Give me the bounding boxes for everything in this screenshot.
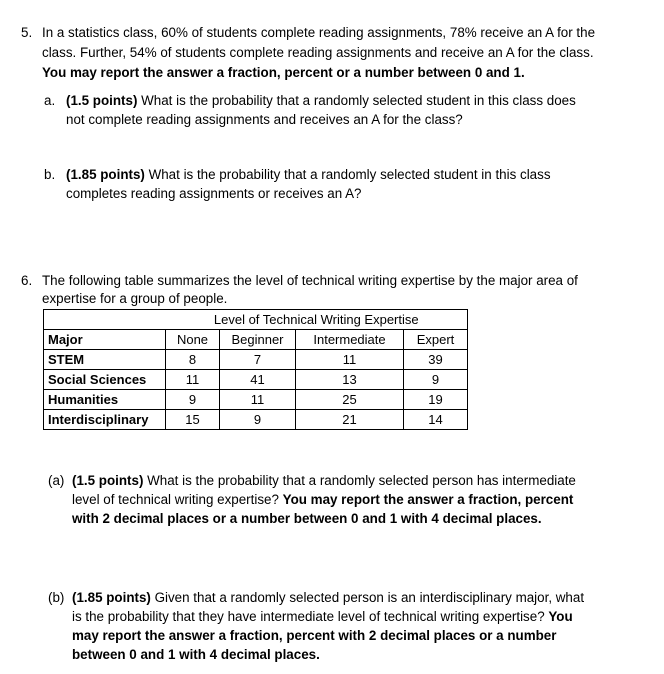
q6-text-line2: expertise for a group of people.	[42, 291, 228, 306]
table-cell: 7	[220, 350, 296, 370]
q6-number: 6.	[21, 273, 33, 288]
table-cell: 39	[404, 350, 468, 370]
q5b-label: b.	[44, 167, 56, 182]
table-header-row	[44, 330, 468, 350]
q5a-label: a.	[44, 93, 56, 108]
column-header-beginner: Beginner	[220, 330, 296, 350]
q5-text-line1: In a statistics class, 60% of students complete reading assignments, 78% receive an A for the	[42, 25, 596, 40]
q5a-points: (1.5 points)	[66, 93, 138, 108]
table-cell: 9	[404, 370, 468, 390]
table-cell: 41	[220, 370, 296, 390]
table-cell: 15	[166, 410, 220, 430]
q5b-points: (1.85 points)	[66, 167, 145, 182]
q5a-text-line1: (1.5 points) What is the probability that a randomly selected student in this class does	[66, 93, 576, 108]
column-header-expert: Expert	[404, 330, 468, 350]
row-label: STEM	[44, 350, 166, 370]
table-cell: 11	[220, 390, 296, 410]
q5a-text-line2: not complete reading assignments and receives an A for the class?	[66, 112, 463, 127]
q6b-text-line1: (1.85 points) Given that a randomly selected person is an interdisciplinary major, what	[72, 590, 585, 605]
table-cell: 19	[404, 390, 468, 410]
q5b-text-line1: (1.85 points) What is the probability that a randomly selected student in this class	[66, 167, 551, 182]
table-cell: 14	[404, 410, 468, 430]
table-row	[44, 350, 468, 370]
column-header-intermediate: Intermediate	[296, 330, 404, 350]
row-label: Social Sciences	[44, 370, 166, 390]
q6a-points: (1.5 points)	[72, 473, 144, 488]
q6b-text-line3: may report the answer a fraction, percent with 2 decimal places or a number	[72, 628, 557, 643]
q6b-text-line4: between 0 and 1 with 4 decimal places.	[72, 647, 320, 662]
q5-text-line2: class. Further, 54% of students complete reading assignments and receive an A for the class.	[42, 45, 594, 60]
q6b-label: (b)	[48, 590, 65, 605]
table-row	[44, 410, 468, 430]
q6b-points: (1.85 points)	[72, 590, 151, 605]
q5-instruction: You may report the answer a fraction, percent or a number between 0 and 1.	[42, 65, 525, 80]
q5b-text-line2: completes reading assignments or receives an A?	[66, 186, 362, 201]
table-cell: 21	[296, 410, 404, 430]
table-cell: 8	[166, 350, 220, 370]
table-cell: 13	[296, 370, 404, 390]
table-cell: 11	[296, 350, 404, 370]
q6-text-line1: The following table summarizes the level of technical writing expertise by the major area of	[42, 273, 578, 288]
expertise-table	[43, 309, 468, 430]
q6b-text-line2: is the probability that they have intermediate level of technical writing expertise? You	[72, 609, 573, 624]
table-cell: 9	[166, 390, 220, 410]
q6a-text-line2: level of technical writing expertise? You may report the answer a fraction, percent	[72, 492, 574, 507]
row-label: Interdisciplinary	[44, 410, 166, 430]
table-group-header: Level of Technical Writing Expertise	[166, 310, 468, 330]
table-group-header-row	[44, 310, 468, 330]
q6a-text-line3: with 2 decimal places or a number between 0 and 1 with 4 decimal places.	[72, 511, 542, 526]
table-row	[44, 390, 468, 410]
table-cell: 25	[296, 390, 404, 410]
q6a-label: (a)	[48, 473, 65, 488]
table-row	[44, 370, 468, 390]
column-header-major: Major	[44, 330, 166, 350]
column-header-none: None	[166, 330, 220, 350]
q5-number: 5.	[21, 25, 33, 40]
table-cell: 9	[220, 410, 296, 430]
table-cell: 11	[166, 370, 220, 390]
q6a-text-line1: (1.5 points) What is the probability that a randomly selected person has intermediate	[72, 473, 576, 488]
row-label: Humanities	[44, 390, 166, 410]
